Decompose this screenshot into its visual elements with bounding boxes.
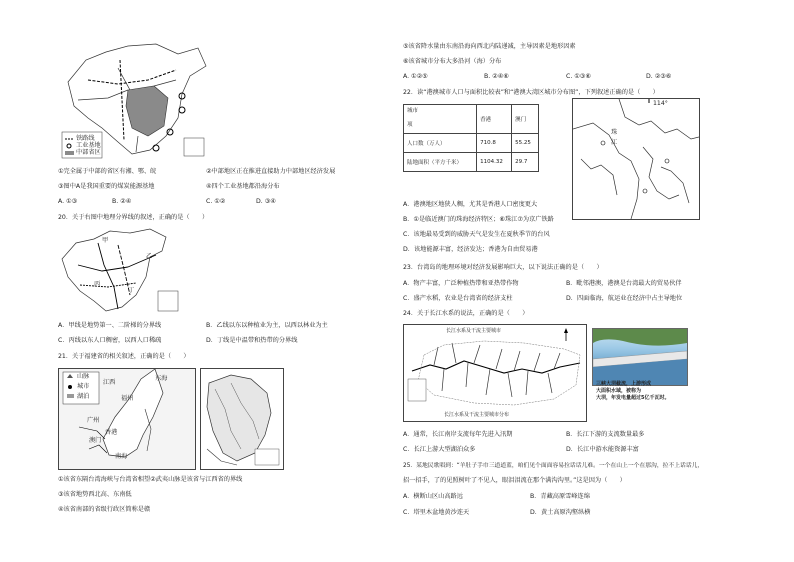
q19-answer-d[interactable]: D. ③④: [256, 198, 276, 205]
table-row: [404, 105, 539, 134]
q22-opt-a[interactable]: A．港澳地区地狭人稠，尤其是香港人口密度更大: [403, 201, 538, 208]
q21-label-jiangxi: 江西: [103, 379, 116, 386]
table-cell: 710.8: [477, 134, 512, 153]
q21-answer-c[interactable]: C. ①③⑥: [566, 73, 591, 80]
q20-opt-b[interactable]: B．乙线以东以种植业为主，以西以林业为主: [206, 322, 328, 329]
q24-opt-a[interactable]: A．通常，长江南岸支流每年先进入汛期: [403, 431, 513, 438]
q23-opt-b[interactable]: B．毗邻港澳，港澳是台湾最大的贸易伙伴: [566, 280, 682, 287]
q23-opt-a[interactable]: A．物产丰富，广泛种植热带和亚热带作物: [403, 280, 519, 287]
q21-label-nanhai: 南海: [115, 453, 128, 460]
q19-answer-c[interactable]: C. ①②: [206, 198, 226, 205]
q19-opt-3: ③图中A是我国重要的煤炭能源基地: [58, 183, 155, 190]
q22-map-jiang: 江: [611, 139, 618, 146]
q20-label-ding: 丁: [128, 287, 135, 294]
table-header-macao: 澳门: [512, 105, 539, 134]
q24-yangtze-map: [403, 324, 587, 422]
q20-label-bing: 丙: [94, 281, 101, 288]
q22-opt-d[interactable]: D．该地能源丰富，经济发达；香港为自由贸易港: [403, 246, 538, 253]
table-cell-label: 陆地面积（平方千米）: [404, 153, 477, 172]
q25-stem-line-1: 25．某地民歌唱到：“羊肚子手巾三道道蓝，咱们见个面面容易拉话话儿难。一个在山上一个在那沟，拉不上话话儿，: [403, 463, 704, 469]
q24-map-caption: 长江水系及干流主要城市分布: [444, 412, 510, 418]
q19-answer-a[interactable]: A. ①③: [58, 198, 78, 205]
q21-label-donghai: 东海: [155, 375, 168, 382]
q24-opt-b[interactable]: B．长江下游的支流数量最多: [566, 431, 645, 438]
q20-opt-a[interactable]: A．甲线是地势第一、二阶梯的分界线: [58, 322, 162, 329]
q23-opt-c[interactable]: C．盛产水稻，农业是台湾省的经济支柱: [403, 295, 513, 302]
q24-photo-svg: [593, 329, 687, 385]
q25-opt-b[interactable]: B．青藏高原雪峰连绵: [530, 493, 590, 500]
q21-label-guangzhou: 广州: [87, 417, 100, 424]
q19-legend-railway: 铁路线: [76, 135, 95, 142]
table-corner-item: 项: [407, 122, 413, 128]
q23-title: 23．台湾岛的地理环境对经济发展影响巨大，以下说法正确的是（ ）: [403, 264, 603, 271]
q22-opt-c[interactable]: C．该地最易受到的威胁天气是发生在夏秋季节的台风: [403, 231, 550, 238]
q22-title: 22．读“港澳城市人口与面积比较表”和“港澳大湾区城市分布图”，下列叙述正确的是（ ）: [403, 89, 659, 96]
q21-opt-3: ③该省地势西北高、东南低: [58, 491, 132, 498]
q20-boundary-map: [58, 225, 182, 315]
q21-title: 21．关于福建省的相关叙述，正确的是（ ）: [58, 353, 190, 360]
q25-opt-a[interactable]: A．横断山区山高路远: [403, 493, 463, 500]
q23-opt-d[interactable]: D．四面临海，航运业在经济中占主导地位: [566, 295, 683, 302]
q24-map-svg: [404, 325, 586, 421]
q19-opt-4: ④四个工业基地都沿海分布: [206, 183, 280, 190]
q22-map-lon: 114°: [653, 100, 668, 107]
q22-population-table: [403, 104, 539, 172]
table-cell: 1104.32: [477, 153, 512, 172]
q21-legend-city: 城市: [77, 383, 90, 390]
q20-map-svg: [58, 225, 182, 315]
q24-title: 24．关于长江水系的说法，正确的是（ ）: [403, 310, 529, 317]
q21-label-macao: 澳门: [89, 437, 102, 444]
q24-opt-d[interactable]: D．长江中游水能资源丰富: [566, 446, 639, 453]
table-header-hk: 香港: [477, 105, 512, 134]
q19-opt-2: ②中部地区正在推进直接助力中部地区经济发展: [206, 168, 336, 175]
q21-label-hongkong: 香港: [105, 429, 118, 436]
table-row: [404, 134, 539, 153]
q20-label-yi: 乙: [146, 253, 153, 260]
q24-photo-caption-3: 大坝，年发电量超过5亿千瓦时。: [596, 395, 670, 401]
q21-label-fuzhou: 福州: [121, 395, 134, 402]
q21-region-map: [58, 368, 196, 470]
q24-photo-caption-2: 大面积水域，被称为: [596, 388, 642, 394]
q20-label-jia: 甲: [102, 237, 109, 244]
q19-answer-b[interactable]: B. ②④: [112, 198, 132, 205]
table-cell-label: 人口数（万人）: [404, 134, 477, 153]
q21-opt-1-2: ①该省东隔台湾海峡与台湾省相望②武夷山脉是该省与江西省的界线: [58, 476, 243, 483]
table-corner-city: 城市: [407, 108, 419, 114]
q21-opt-6: ⑥该省城市分布大多沿河（海）分布: [403, 58, 502, 65]
table-corner-cell: [404, 105, 477, 134]
q24-opt-c[interactable]: C．长江上游大型湖泊众多: [403, 446, 476, 453]
q22-opt-b[interactable]: B．①是临近澳门的珠海经济特区；⑥珠江⑦为京广铁路: [403, 216, 554, 223]
q21-answer-a[interactable]: A. ①②⑤: [403, 73, 428, 80]
q20-opt-c[interactable]: C．丙线以东人口稠密，以西人口稀疏: [58, 337, 162, 344]
q24-three-gorges-photo: [592, 328, 688, 386]
q22-map-svg: [573, 99, 699, 219]
table-cell: 55.25: [512, 134, 539, 153]
q24-photo-caption-1: 三峡大坝截流，上游形成: [596, 381, 652, 387]
q21-fujian-detail-map: [200, 368, 284, 470]
q25-stem-line-2: 招一招手，了的见照树叶了不见人，眼泪泪流在那个满沟沟里。”这是因为（ ）: [403, 477, 626, 484]
table-row: [404, 153, 539, 172]
q24-map-title: 长江水系及干流主要城市: [446, 328, 502, 334]
q21-answer-b[interactable]: B. ②④⑥: [484, 73, 509, 80]
table-cell: 29.7: [512, 153, 539, 172]
q21-opt-4: ④该省南部的省级行政区简称是赣: [58, 506, 151, 513]
q21-opt-5: ⑤该省降水量由东南沿海向西北内陆递减，主导因素是地形因素: [403, 43, 576, 50]
q21-detail-svg: [201, 369, 283, 469]
q21-legend-lake: 湖泊: [77, 393, 90, 400]
q22-bay-area-map: [572, 98, 700, 220]
q19-opt-1: ①完全属于中部的省区有湘、鄂、皖: [58, 168, 157, 175]
q21-answer-d[interactable]: D. ②③⑥: [646, 73, 672, 80]
q20-title: 20．关于右图中地理分界线的叙述，正确的是（ ）: [58, 214, 209, 221]
q22-map-zhu: 珠: [611, 129, 618, 136]
q19-china-map: [58, 40, 210, 160]
q21-legend-mountain: 山脉: [77, 373, 90, 380]
q19-legend-central: 中部省区: [76, 149, 101, 156]
q19-legend-industrial: 工业基地: [76, 142, 101, 149]
q25-opt-c[interactable]: C．塔里木盆地黄沙连天: [403, 509, 470, 516]
q25-opt-d[interactable]: D．黄土高原沟壑纵横: [530, 509, 591, 516]
q20-opt-d[interactable]: D．丁线是中温带和热带的分界线: [206, 337, 298, 344]
